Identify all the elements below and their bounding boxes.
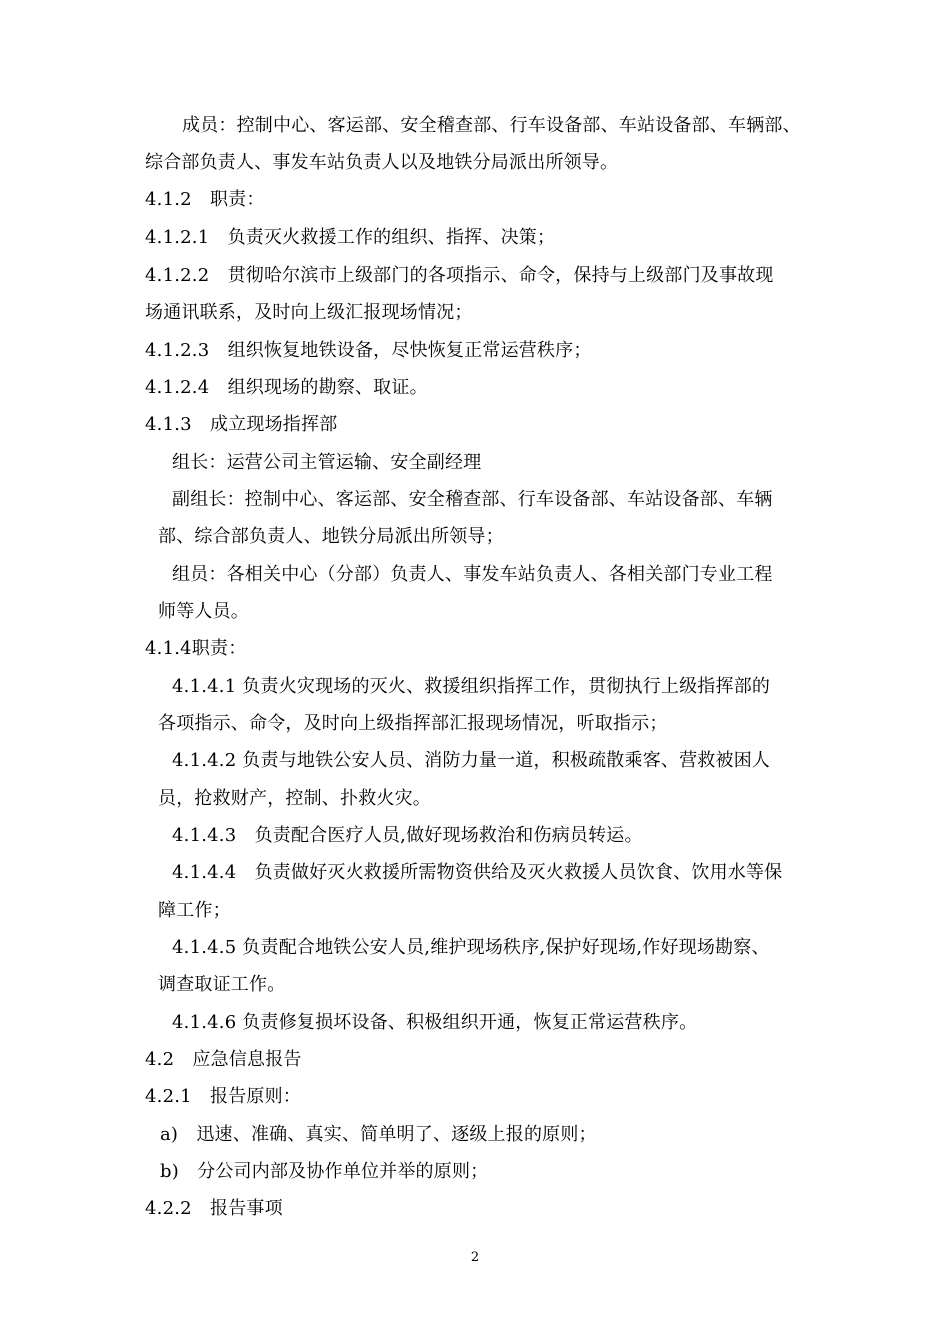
text-line: 4.1.2.2 贯彻哈尔滨市上级部门的各项指示、命令，保持与上级部门及事故现 [145, 265, 774, 286]
text-line: 成员：控制中心、客运部、安全稽查部、行车设备部、车站设备部、车辆部、 [182, 115, 801, 136]
section-heading: 4.1.2 职责： [145, 189, 265, 210]
text-line: 4.1.2.3 组织恢复地铁设备，尽快恢复正常运营秩序； [145, 340, 592, 361]
list-item: a) 迅速、准确、真实、简单明了、逐级上报的原则； [160, 1124, 597, 1145]
text-line: 部、综合部负责人、地铁分局派出所领导； [158, 526, 504, 547]
page-number: 2 [470, 1250, 480, 1265]
text-line: 4.1.4.6 负责修复损坏设备、积极组织开通，恢复正常运营秩序。 [172, 1012, 698, 1033]
text-line: 员，抢救财产，控制、扑救火灾。 [158, 788, 431, 809]
text-line: 综合部负责人、事发车站负责人以及地铁分局派出所领导。 [145, 152, 619, 173]
text-line: 障工作； [158, 900, 231, 921]
text-line: 各项指示、命令，及时向上级指挥部汇报现场情况，听取指示； [158, 713, 668, 734]
text-line: 4.1.4.2 负责与地铁公安人员、消防力量一道，积极疏散乘客、营救被困人 [172, 750, 771, 771]
text-line: 副组长：控制中心、客运部、安全稽查部、行车设备部、车站设备部、车辆 [172, 489, 773, 510]
section-heading: 4.2.1 报告原则： [145, 1086, 301, 1107]
text-line: 师等人员。 [158, 601, 249, 622]
section-heading: 4.1.3 成立现场指挥部 [145, 414, 338, 435]
section-heading: 4.2.2 报告事项 [145, 1198, 283, 1219]
text-line: 4.1.2.4 组织现场的勘察、取证。 [145, 377, 428, 398]
text-line: 4.1.2.1 负责灭火救援工作的组织、指挥、决策； [145, 227, 556, 248]
text-line: 4.1.4.1 负责火灾现场的灭火、救援组织指挥工作，贯彻执行上级指挥部的 [172, 676, 771, 697]
text-line: 调查取证工作。 [158, 974, 286, 995]
text-line: 场通讯联系，及时向上级汇报现场情况； [145, 302, 473, 323]
text-line: 组长：运营公司主管运输、安全副经理 [172, 452, 482, 473]
list-item: b) 分公司内部及协作单位并举的原则； [160, 1161, 489, 1182]
text-line: 4.1.4.4 负责做好灭火救援所需物资供给及灭火救援人员饮食、饮用水等保 [172, 862, 783, 883]
section-heading: 4.1.4职责： [145, 638, 247, 659]
section-heading: 4.2 应急信息报告 [145, 1049, 302, 1070]
text-line: 组员：各相关中心（分部）负责人、事发车站负责人、各相关部门专业工程 [172, 564, 773, 585]
text-line: 4.1.4.3 负责配合医疗人员,做好现场救治和伤病员转运。 [172, 825, 643, 846]
text-line: 4.1.4.5 负责配合地铁公安人员,维护现场秩序,保护好现场,作好现场勘察、 [172, 937, 770, 958]
